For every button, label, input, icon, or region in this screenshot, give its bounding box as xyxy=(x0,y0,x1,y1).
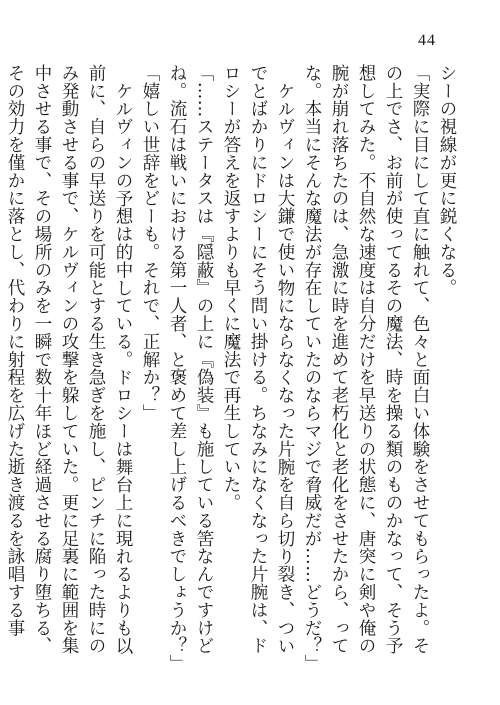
paragraph-2: 「実際に目にして直に触れて、色々と面白い体験をさせてもらったよ。その上でさ、お前が使ってるその魔法、時を操る類のものかなって、そう予想してみた。不自然な速度は自分だけを早送りの状態に、唐突に剣や俺の腕が崩れ落ちたのは、急激に時を進めて老朽化と老化をさせたから、ってな。本当にそんな魔法が存在していたのならマジで脅威だが……どうだ？」 xyxy=(302,64,430,673)
paragraph-3: ケルヴィンは大鎌で使い物にならなくなった片腕を自ら切り裂き、ついでとばかりにドロシーにそう問い掛ける。ちなみになくなった片腕は、ドロシーが答えを返すよりも早くに魔法で再生していた。 xyxy=(221,64,295,655)
page-number: 44 xyxy=(418,32,436,49)
paragraph-1: シーの視線が更に鋭くなる。 xyxy=(437,64,457,297)
paragraph-4: 「……ステータスは『隠蔽』の上に『偽装』も施している筈なんですけどね。流石は戦いにおける第一人者、と褒めて差し上げるべきでしょうか？」 xyxy=(167,64,214,673)
paragraph-5: 「嬉しい世辞をどーも。それで、正解か？」 xyxy=(140,64,160,422)
novel-text-body xyxy=(5,64,460,673)
paragraph-6: ケルヴィンの予想は的中している。ドロシーは舞台上に現れるよりも以前に、自らの早送りを可能とする生き急ぎを施し、ピンチに陥った時にのみ発動させる事で、ケルヴィンの攻撃を躱していた。更に足裏に範囲を集中させる事で、その場所のみを一瞬で数十年ほど経過させる腐り堕ちる、その効力を僅かに落とし、代わりに射程を広げた逝き渡るを詠唱する事 xyxy=(5,64,133,655)
